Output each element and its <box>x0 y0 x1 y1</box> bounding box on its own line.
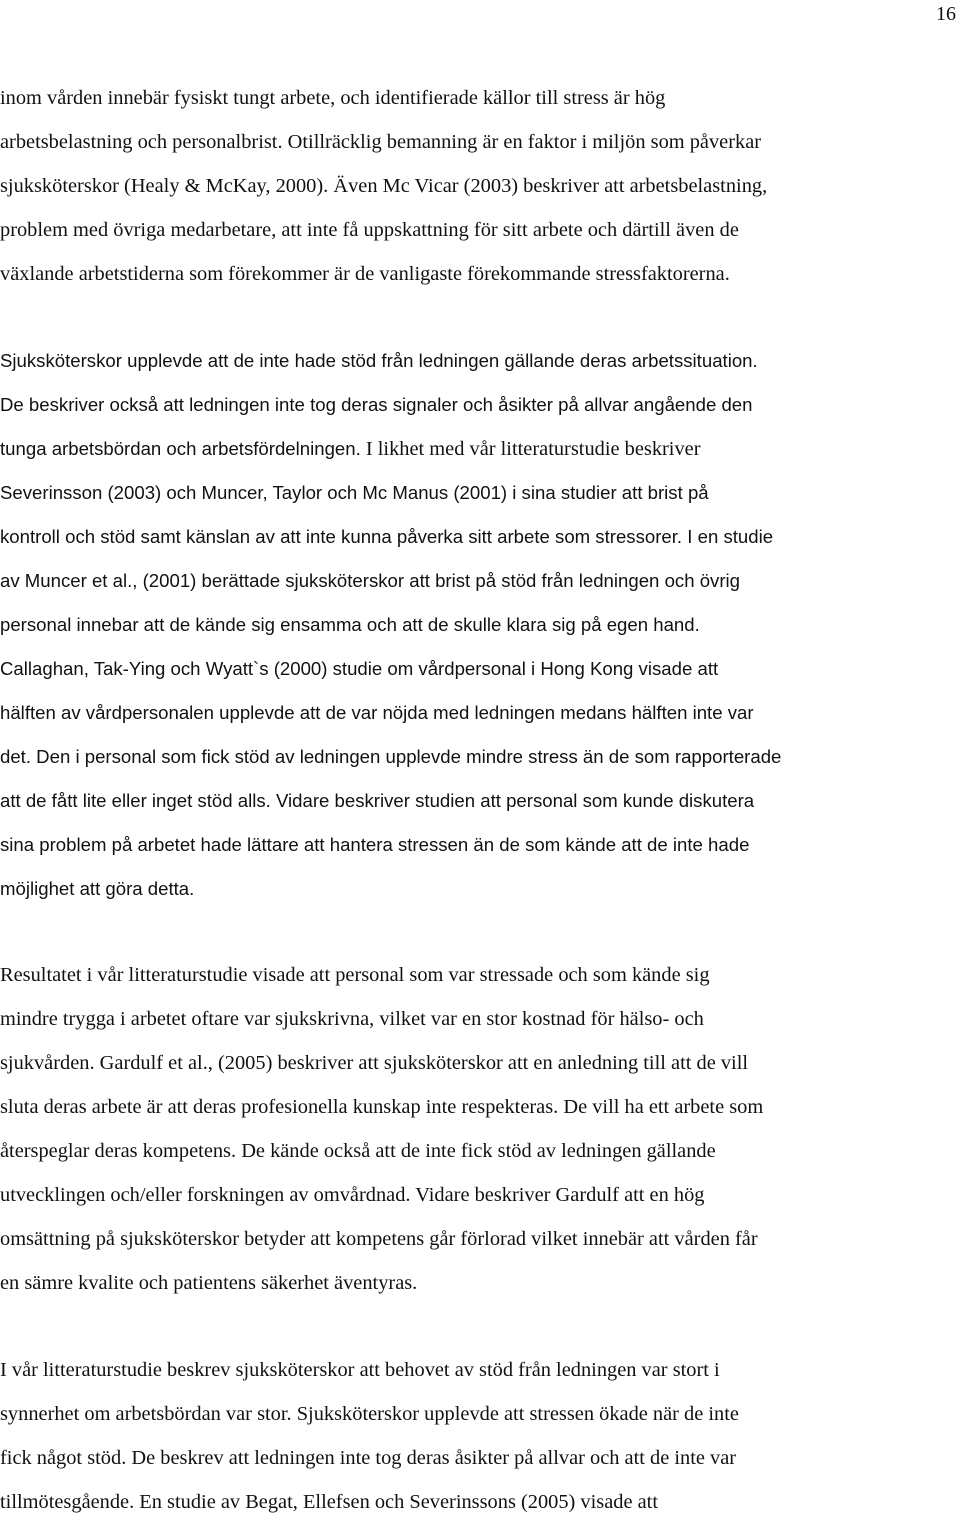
text-line: Severinsson (2003) och Muncer, Taylor och Mc Manus (2001) i sina studier att brist på <box>0 482 709 503</box>
text-line: mindre trygga i arbetet oftare var sjukskrivna, vilket var en stor kostnad för hälso- och <box>0 1008 704 1030</box>
text-line: sina problem på arbetet hade lättare att hantera stressen än de som kände att de inte hade <box>0 834 750 855</box>
text-line: synnerhet om arbetsbördan var stor. Sjuksköterskor upplevde att stressen ökade när de inte <box>0 1403 739 1425</box>
paragraph-4 <box>0 1348 960 1524</box>
page-number: 16 <box>936 3 956 25</box>
paragraph-3 <box>0 953 960 1305</box>
text-line: De beskriver också att ledningen inte tog deras signaler och åsikter på allvar angående den <box>0 394 753 415</box>
text-line: utvecklingen och/eller forskningen av omvårdnad. Vidare beskriver Gardulf att en hög <box>0 1184 705 1206</box>
text-line: att de fått lite eller inget stöd alls. Vidare beskriver studien att personal som kunde diskutera <box>0 790 755 811</box>
text-line: arbetsbelastning och personalbrist. Otillräcklig bemanning är en faktor i miljön som påverkar <box>0 131 762 153</box>
paragraph-2 <box>0 339 960 911</box>
text-line: sjuksköterskor (Healy & McKay, 2000). Även Mc Vicar (2003) beskriver att arbetsbelastning, <box>0 175 768 197</box>
text-line: omsättning på sjuksköterskor betyder att kompetens går förlorad vilket innebär att vården får <box>0 1228 758 1250</box>
text-line: tillmötesgående. En studie av Begat, Ellefsen och Severinssons (2005) visade att <box>0 1491 659 1513</box>
text-line: det. Den i personal som fick stöd av ledningen upplevde mindre stress än de som rapporterade <box>0 746 782 767</box>
text-segment-sans: tunga arbetsbördan och arbetsfördelningen. <box>0 438 361 459</box>
text-line: hälften av vårdpersonalen upplevde att de var nöjda med ledningen medans hälften inte var <box>0 702 754 723</box>
text-line: möjlighet att göra detta. <box>0 878 195 899</box>
text-line: fick något stöd. De beskrev att ledningen inte tog deras åsikter på allvar och att de inte var <box>0 1447 737 1469</box>
text-line: problem med övriga medarbetare, att inte få uppskattning för sitt arbete och därtill även de <box>0 219 739 241</box>
paragraph-1 <box>0 76 960 296</box>
text-line: sluta deras arbete är att deras profesionella kunskap inte respekteras. De vill ha ett arbete som <box>0 1096 764 1118</box>
text-line: Callaghan, Tak-Ying och Wyatt`s (2000) studie om vårdpersonal i Hong Kong visade att <box>0 658 719 679</box>
text-line: återspeglar deras kompetens. De kände också att de inte fick stöd av ledningen gällande <box>0 1140 716 1162</box>
text-line: Sjuksköterskor upplevde att de inte hade stöd från ledningen gällande deras arbetssituation. <box>0 350 758 371</box>
text-line <box>0 427 960 471</box>
text-line: växlande arbetstiderna som förekommer är de vanligaste förekommande stressfaktorerna. <box>0 263 730 285</box>
text-segment-serif: I likhet med vår litteraturstudie beskriver <box>360 438 701 460</box>
text-line: av Muncer et al., (2001) berättade sjuksköterskor att brist på stöd från ledningen och övrig <box>0 570 741 591</box>
text-line: en sämre kvalite och patientens säkerhet äventyras. <box>0 1272 418 1294</box>
text-line: inom vården innebär fysiskt tungt arbete, och identifierade källor till stress är hög <box>0 87 666 109</box>
text-line: personal innebar att de kände sig ensamma och att de skulle klara sig på egen hand. <box>0 614 700 635</box>
text-line: kontroll och stöd samt känslan av att inte kunna påverka sitt arbete som stressorer. I en studie <box>0 526 774 547</box>
text-line: I vår litteraturstudie beskrev sjuksköterskor att behovet av stöd från ledningen var stort i <box>0 1359 720 1381</box>
text-line: Resultatet i vår litteraturstudie visade att personal som var stressade och som kände sig <box>0 964 710 986</box>
text-line: sjukvården. Gardulf et al., (2005) beskriver att sjuksköterskor att en anledning till att de vill <box>0 1052 749 1074</box>
